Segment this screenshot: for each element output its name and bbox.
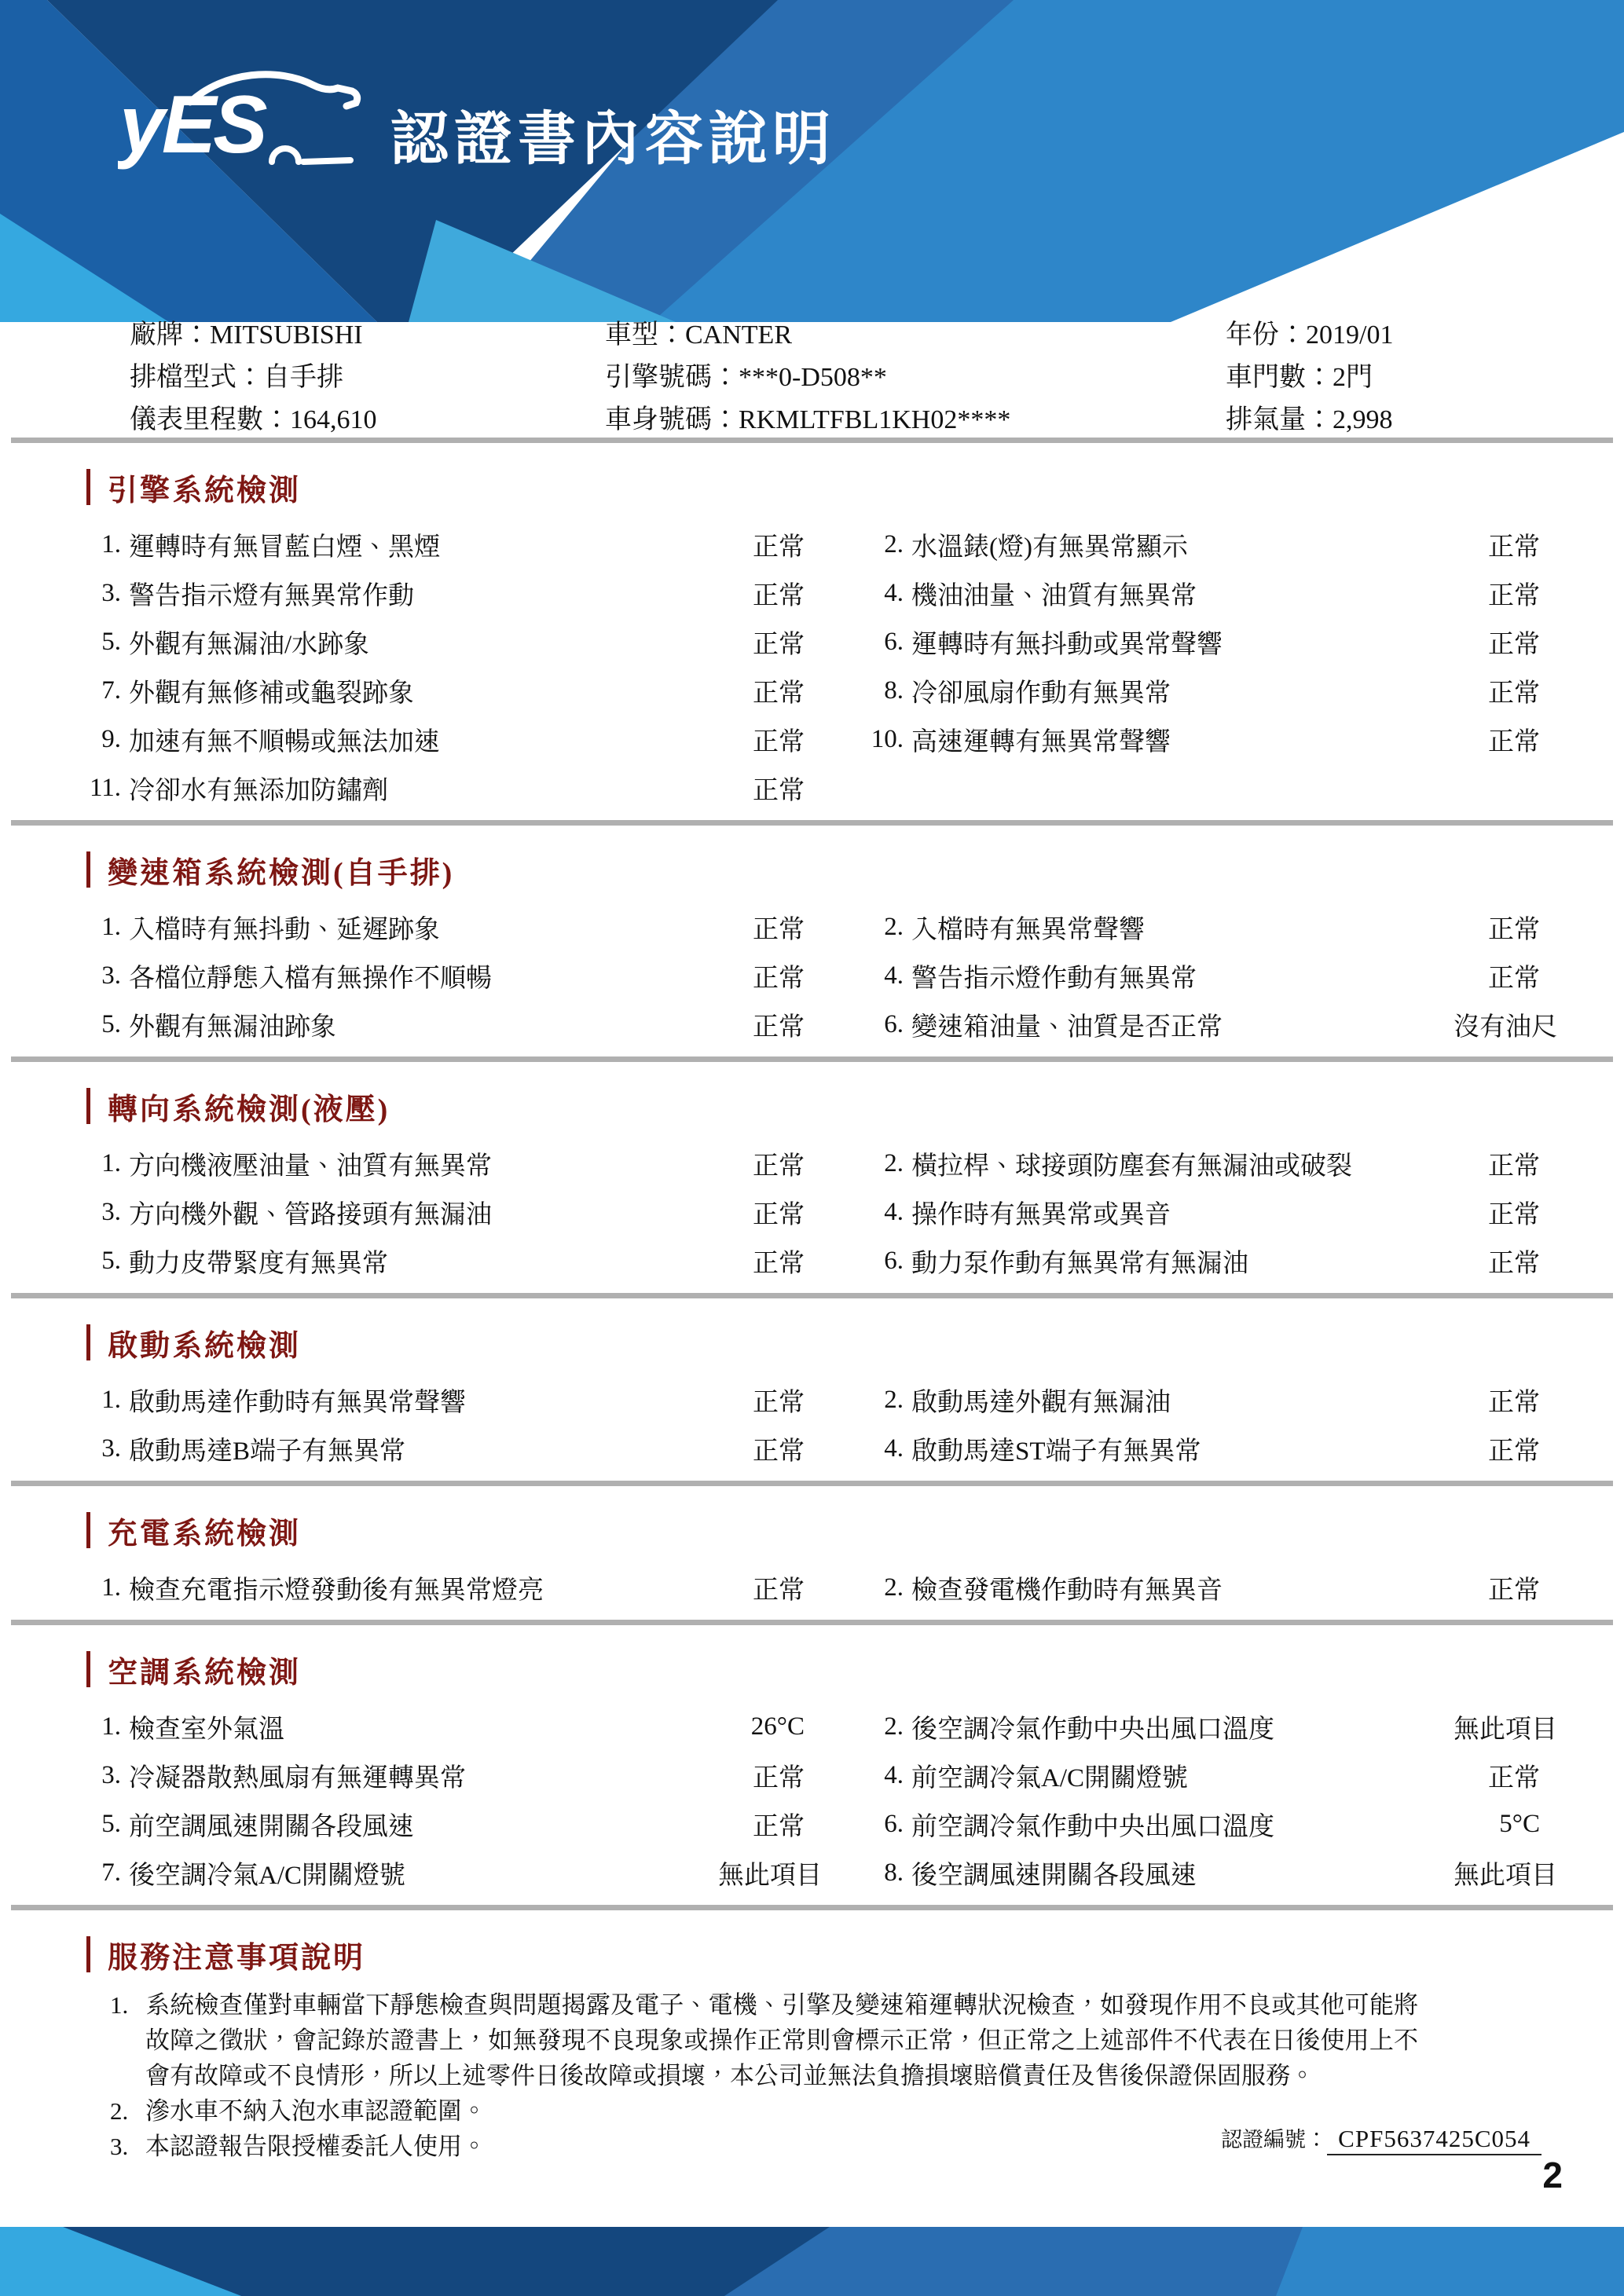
section-divider	[11, 1481, 1613, 1486]
page-title: 認證書內容說明	[390, 106, 836, 171]
vehicle-field	[130, 313, 605, 351]
vehicle-field	[605, 397, 1226, 436]
item-number: 3.	[101, 961, 121, 990]
item-number: 2.	[884, 1148, 904, 1177]
item-status: 正常	[753, 964, 805, 993]
vehicle-field-label: 廠牌：	[130, 320, 210, 350]
vehicle-field-value: 2,998	[1333, 405, 1393, 434]
item-status: 正常	[1488, 915, 1540, 944]
item-status: 正常	[1488, 727, 1540, 756]
item-status: 正常	[753, 630, 805, 659]
inspection-item-row	[0, 1424, 1624, 1473]
section-title-bar	[86, 1324, 90, 1360]
inspection-item-row	[0, 1751, 1624, 1800]
vehicle-info	[0, 310, 1624, 438]
item-status: 正常	[1488, 581, 1540, 610]
section-title-bar	[86, 1936, 90, 1972]
section-title	[86, 1322, 1624, 1363]
vehicle-field-value: ***0-D508**	[739, 362, 887, 392]
item-status: 正常	[753, 581, 805, 610]
item-number: 1.	[101, 1712, 121, 1741]
item-number: 2.	[884, 1712, 904, 1741]
item-text: 方向機外觀、管路接頭有無漏油	[129, 1200, 492, 1229]
item-number: 5.	[101, 1246, 121, 1275]
item-status: 正常	[753, 533, 805, 562]
item-status: 正常	[753, 915, 805, 944]
inspection-item-row	[0, 520, 1624, 569]
section-title	[86, 467, 1624, 507]
inspection-item-row	[0, 1848, 1624, 1897]
item-status: 正常	[753, 1437, 805, 1466]
item-status: 正常	[753, 1576, 805, 1605]
item-number: 2.	[884, 1385, 904, 1414]
item-status: 正常	[1488, 1437, 1540, 1466]
item-status: 正常	[1488, 1249, 1540, 1278]
section-title-text: 充電系統檢測	[108, 1517, 302, 1551]
item-text: 後空調冷氣A/C開關燈號	[129, 1861, 406, 1890]
vehicle-field-label: 車門數：	[1226, 362, 1333, 392]
item-status: 正常	[753, 679, 805, 708]
item-status: 正常	[753, 1763, 805, 1792]
item-status: 無此項目	[718, 1861, 822, 1890]
item-number: 4.	[884, 578, 904, 607]
item-text: 各檔位靜態入檔有無操作不順暢	[129, 964, 492, 993]
section-title-bar	[86, 469, 90, 505]
item-text: 橫拉桿、球接頭防塵套有無漏油或破裂	[911, 1152, 1352, 1181]
inspection-section	[0, 1510, 1624, 1625]
item-number: 2.	[884, 529, 904, 558]
vehicle-field-value: 2019/01	[1306, 320, 1394, 350]
item-status: 無此項目	[1454, 1715, 1557, 1744]
item-text: 警告指示燈有無異常作動	[129, 581, 414, 610]
inspection-section	[0, 1322, 1624, 1486]
vehicle-field	[130, 355, 605, 394]
notes-section-title	[86, 1934, 1624, 1975]
item-status: 正常	[1488, 1576, 1540, 1605]
item-text: 檢查發電機作動時有無異音	[911, 1576, 1223, 1605]
certificate-number-label: 認證編號：	[1221, 2128, 1328, 2151]
item-text: 動力皮帶緊度有無異常	[129, 1249, 388, 1278]
vehicle-field	[1226, 313, 1624, 351]
item-text: 機油油量、油質有無異常	[911, 581, 1197, 610]
vehicle-field	[605, 313, 1226, 351]
item-number: 1.	[101, 529, 121, 558]
item-text: 檢查室外氣溫	[129, 1715, 284, 1744]
item-status: 正常	[1488, 1200, 1540, 1229]
item-text: 運轉時有無冒藍白煙、黑煙	[129, 533, 440, 562]
item-status: 正常	[1488, 1152, 1540, 1181]
item-text: 前空調冷氣作動中央出風口溫度	[911, 1812, 1274, 1841]
item-number: 1.	[101, 1148, 121, 1177]
item-text: 檢查充電指示燈發動後有無異常燈亮	[129, 1576, 544, 1605]
item-number: 3.	[101, 1434, 121, 1463]
note-text: 系統檢查僅對車輛當下靜態檢查與問題揭露及電子、電機、引擎及變速箱運轉狀況檢查，如發現作用不良或其他可能將故障之徵狀，會記錄於證書上，如無發現不良現象或操作正常則會標示正常，但正常之上述部件不代表在日後使用上不會有故障或不良情形，所以上述零件日後故障或損壞，本公司並無法負擔損壞賠償責任及售後保證保固服務。	[145, 1991, 1418, 2089]
section-title-bar	[86, 1651, 90, 1687]
item-number: 7.	[101, 676, 121, 705]
item-text: 運轉時有無抖動或異常聲響	[911, 630, 1223, 659]
item-number: 10.	[871, 724, 904, 753]
vehicle-field-label: 排檔型式：	[130, 362, 263, 392]
inspection-item-row	[0, 1702, 1624, 1751]
item-status: 正常	[753, 1013, 805, 1042]
vehicle-field	[1226, 397, 1624, 436]
section-title	[86, 1510, 1624, 1551]
section-title-text: 引擎系統檢測	[108, 474, 302, 507]
section-divider	[11, 1293, 1613, 1298]
item-text: 冷卻水有無添加防鏽劑	[129, 776, 388, 805]
item-number: 4.	[884, 1760, 904, 1789]
vehicle-field-value: MITSUBISHI	[210, 320, 363, 350]
vehicle-field-label: 排氣量：	[1226, 405, 1333, 434]
vehicle-field-label: 年份：	[1226, 320, 1306, 350]
inspection-section	[0, 1086, 1624, 1298]
item-number: 4.	[884, 1197, 904, 1226]
inspection-item-row	[0, 569, 1624, 617]
item-text: 加速有無不順暢或無法加速	[129, 727, 440, 756]
item-text: 外觀有無漏油跡象	[129, 1013, 336, 1042]
item-status: 5°C	[1499, 1809, 1540, 1838]
inspection-item-row	[0, 715, 1624, 764]
item-text: 前空調冷氣A/C開關燈號	[911, 1763, 1189, 1792]
vehicle-field	[605, 355, 1226, 394]
item-number: 3.	[101, 578, 121, 607]
section-title-text: 變速箱系統檢測(自手排)	[108, 856, 455, 890]
item-number: 5.	[101, 1009, 121, 1038]
inspection-item-row	[0, 1800, 1624, 1848]
item-text: 前空調風速開關各段風速	[129, 1812, 414, 1841]
vehicle-field-value: 164,610	[290, 405, 377, 434]
section-title-bar	[86, 851, 90, 888]
note-text: 滲水車不納入泡水車認證範圍。	[145, 2097, 486, 2125]
item-number: 3.	[101, 1197, 121, 1226]
vehicle-field	[1226, 355, 1624, 394]
inspection-item-row	[0, 951, 1624, 1000]
inspection-item-row	[0, 903, 1624, 951]
section-title-text: 啟動系統檢測	[108, 1329, 302, 1363]
note-number: 2.	[110, 2097, 129, 2125]
item-number: 6.	[884, 1809, 904, 1838]
item-number: 5.	[101, 1809, 121, 1838]
vehicle-field-value: RKMLTFBL1KH02****	[739, 405, 1011, 434]
item-number: 7.	[101, 1858, 121, 1887]
item-number: 9.	[101, 724, 121, 753]
item-text: 啟動馬達外觀有無漏油	[911, 1388, 1171, 1417]
item-status: 正常	[753, 1388, 805, 1417]
item-text: 入檔時有無抖動、延遲跡象	[129, 915, 440, 944]
certificate-number-value: CPF5637425C054	[1327, 2125, 1542, 2155]
item-text: 後空調冷氣作動中央出風口溫度	[911, 1715, 1274, 1744]
vehicle-field-value: 自手排	[263, 362, 343, 392]
item-status: 26°C	[750, 1712, 805, 1741]
item-text: 入檔時有無異常聲響	[911, 915, 1145, 944]
item-status: 正常	[753, 776, 805, 805]
section-divider	[11, 1905, 1613, 1910]
inspection-item-row	[0, 764, 1624, 812]
item-status: 無此項目	[1454, 1861, 1557, 1890]
item-number: 6.	[884, 627, 904, 656]
item-text: 變速箱油量、油質是否正常	[911, 1013, 1223, 1042]
inspection-item-row	[0, 1139, 1624, 1188]
vehicle-field-value: 2門	[1333, 362, 1373, 392]
section-title	[86, 849, 1624, 890]
item-text: 方向機液壓油量、油質有無異常	[129, 1152, 492, 1181]
item-number: 4.	[884, 1434, 904, 1463]
section-divider	[11, 1056, 1613, 1062]
item-number: 4.	[884, 961, 904, 990]
vehicle-field-label: 引擎號碼：	[605, 362, 739, 392]
section-divider	[11, 1620, 1613, 1625]
certificate-number-line	[1221, 2122, 1542, 2153]
inspection-item-row	[0, 1236, 1624, 1285]
section-title-text: 轉向系統檢測(液壓)	[108, 1093, 390, 1126]
note-item	[110, 1987, 1624, 2093]
inspection-item-row	[0, 1188, 1624, 1236]
yes-logo-text: yES	[119, 79, 265, 170]
section-title-bar	[86, 1088, 90, 1124]
item-text: 啟動馬達作動時有無異常聲響	[129, 1388, 466, 1417]
item-number: 6.	[884, 1246, 904, 1275]
item-text: 警告指示燈作動有無異常	[911, 964, 1197, 993]
vehicle-field-value: CANTER	[685, 320, 792, 350]
item-text: 外觀有無修補或龜裂跡象	[129, 679, 414, 708]
inspection-item-row	[0, 666, 1624, 715]
item-number: 8.	[884, 676, 904, 705]
section-title	[86, 1649, 1624, 1690]
item-text: 冷凝器散熱風扇有無運轉異常	[129, 1763, 466, 1792]
item-number: 1.	[101, 1385, 121, 1414]
item-number: 2.	[884, 1573, 904, 1602]
item-number: 11.	[89, 773, 121, 802]
section-title-text: 空調系統檢測	[108, 1656, 302, 1690]
item-text: 水溫錶(燈)有無異常顯示	[911, 533, 1188, 562]
item-status: 正常	[1488, 533, 1540, 562]
inspection-item-row	[0, 617, 1624, 666]
vehicle-field-label: 儀表里程數：	[130, 405, 290, 434]
item-status: 正常	[753, 1152, 805, 1181]
item-status: 正常	[1488, 1763, 1540, 1792]
note-number: 1.	[110, 1991, 129, 2019]
inspection-section	[0, 467, 1624, 826]
inspection-section	[0, 1649, 1624, 1910]
note-number: 3.	[110, 2133, 129, 2160]
item-status: 正常	[1488, 964, 1540, 993]
vehicle-field-label: 車身號碼：	[605, 405, 739, 434]
item-text: 操作時有無異常或異音	[911, 1200, 1171, 1229]
item-number: 2.	[884, 912, 904, 941]
notes-title-text: 服務注意事項說明	[108, 1941, 366, 1975]
page-number: 2	[1542, 2155, 1563, 2195]
inspection-sections	[0, 467, 1624, 1910]
item-status: 正常	[753, 1249, 805, 1278]
section-title-bar	[86, 1512, 90, 1548]
item-status: 正常	[1488, 679, 1540, 708]
item-status: 正常	[753, 1812, 805, 1841]
item-status: 正常	[1488, 630, 1540, 659]
item-number: 5.	[101, 627, 121, 656]
item-text: 外觀有無漏油/水跡象	[129, 630, 370, 659]
vehicle-field	[130, 397, 605, 436]
section-divider	[11, 820, 1613, 826]
item-text: 啟動馬達ST端子有無異常	[911, 1437, 1201, 1466]
item-text: 高速運轉有無異常聲響	[911, 727, 1171, 756]
inspection-item-row	[0, 1375, 1624, 1424]
item-status: 正常	[753, 1200, 805, 1229]
item-number: 6.	[884, 1009, 904, 1038]
item-text: 冷卻風扇作動有無異常	[911, 679, 1171, 708]
item-text: 啟動馬達B端子有無異常	[129, 1437, 406, 1466]
item-number: 3.	[101, 1760, 121, 1789]
item-number: 8.	[884, 1858, 904, 1887]
item-status: 正常	[753, 727, 805, 756]
footer-banner-graphic	[0, 2227, 1624, 2296]
item-text: 後空調風速開關各段風速	[911, 1861, 1197, 1890]
inspection-item-row	[0, 1000, 1624, 1049]
item-number: 1.	[101, 1573, 121, 1602]
item-status: 正常	[1488, 1388, 1540, 1417]
inspection-section	[0, 849, 1624, 1062]
item-number: 1.	[101, 912, 121, 941]
section-title	[86, 1086, 1624, 1126]
note-text: 本認證報告限授權委託人使用。	[145, 2133, 486, 2160]
section-divider	[11, 438, 1613, 443]
vehicle-field-label: 車型：	[605, 320, 685, 350]
item-status: 沒有油尺	[1454, 1013, 1557, 1042]
item-text: 動力泵作動有無異常有無漏油	[911, 1249, 1248, 1278]
inspection-item-row	[0, 1563, 1624, 1612]
